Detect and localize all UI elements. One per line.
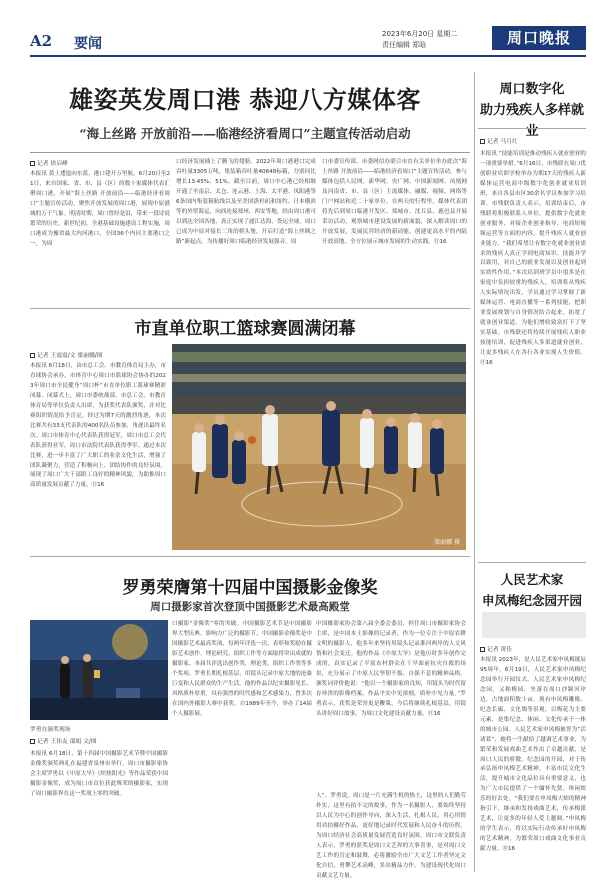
divider [30, 556, 470, 557]
lead-byline-text: 记者 徐启峰 [37, 161, 68, 167]
page-header [30, 26, 586, 52]
memorial-byline-text: 记者 黄佳 [487, 647, 513, 653]
photography-article-col-3: 人”。罗勇说，周口是一片充满生机的热土，这里的人们勤劳朴实，这里有拍不完的故事。作为一名摄影人，要始终坚持以人民为中心的创作导向，深入生活，扎根人民，用心用情用功拍摄好作品，更好地记录时代发展和人民奋斗的历程，为周口经济社会高质量发展营造良好氛围。周口市文联负责人表示，罗勇的获奖是周口文艺界的大事喜事，是对周口文艺工作的肯定和鼓舞，必将激励全市广大文艺工作者坚定文化自信，勇攀艺术高峰，多出精品力作，为建设现代化周口贡献文艺力量。 [316, 793, 466, 879]
award-ceremony-photo [30, 620, 168, 720]
side-article-body: 本报讯 “技能培训是推动残疾人就业创业的一项重要举措。”6月16日，市残联在周口优创职业培训学校举办为期17天的残疾人新媒体运营电商中级数字化创业就业培训班，来自各县市区30余名学员参加学习培训。市残联负责人表示，培训结束后，市残联将积极联系人单位，提供数字化就业创业服务，对接企业创业指导、电商短视频运营等方面的内容，提升残疾人就业创业能力。“我们希望让有数字化就业创业需求的残疾人真正学到电商知识、技能并学以致用，对自己的就业发展以及创业起到实质性作用。”本次培训班学员中很多是在家庭中负担较重的残疾人，培训将从残疾人实际情况出发，学员通过学习掌握了新媒体运营、电商直播等一系列技能，把职业发展规划与自身情况结合起来，拓宽了就业创业渠道，为他们增收致富打下了坚实基础。市残联还将持续开展残疾人职业技能培训，促进残疾人多渠道就业创业，让更多残疾人在各行各业实现人生价值。⑪16 [480, 151, 586, 367]
basketball-game-illustration [172, 344, 466, 550]
basketball-article-body: 本报讯 6月18日，由市总工会、市教育体育局主办，市直球协会承办，市体育中心周口市篮球协会协办的2023年周口市全民健身“周口杯”市直单位职工篮球赛精彩闭幕。闭幕式上，周口市委统战部、市总工会、市教育体育局等单位负责人出席，为获奖代表队颁奖，并对比赛组织情况给予肯定。经过为期7天的激烈角逐，本次比赛共有33支代表队的400名队员参加，角逐出最终名次。周口市体育中心代表队获得冠军，周口市总工会代表队获得亚军，周口市法院代表队获得季军。通过本次比赛，进一步丰富了广大职工的业余文化生活，增强了团队凝聚力，营造了积极向上、团结协作的良好氛围，展现了周口广大干部职工良好的精神风貌，为助推周口高质量发展贡献了力量。⑪16 [30, 363, 166, 489]
page-number: A2 [30, 32, 53, 50]
divider [478, 128, 586, 129]
issue-date: 2023年6月20日 星期二 [382, 30, 458, 38]
memorial-article-body: 本报讯 2023年，是人民艺术家申凤梅诞辰95周年，6月19日，人民艺术家申凤梅纪念园举行开园仪式。人民艺术家申凤梅纪念园，又称梅园，坐落在周口沙颍河岸边，占地面积数十亩，现有申凤梅雕像、纪念长廊、文化墙等景观，以梅花为主要元素，是集纪念、休闲、文化传承于一体的城市公园。人民艺术家申凤梅被誉为“活诸葛”，她将一生献给了越调艺术事业，为繁荣和发展戏曲艺术作出了卓越贡献，是周口人民的骄傲。纪念园的开园，对于传承弘扬申凤梅艺术精神，丰富市民文化生活，提升城市文化品位具有重要意义，也为广大市民提供了一个缅怀先贤、休闲娱乐的好去处。“我们要在申凤梅大师的精神指引下，继承和发扬戏曲艺术，传承梅派艺术，让更多的年轻人爱上越调。”申凤梅的学生表示，将以实际行动传承好申凤梅的艺术精神，为繁荣周口戏曲文化事业贡献力量。⑪16 [480, 657, 586, 853]
basketball-photo-caption: 梁丽娜 摄 [434, 539, 460, 546]
divider [30, 308, 470, 309]
side-headline-line-1: 周口数字化 [499, 82, 565, 97]
photography-byline [30, 736, 97, 745]
photography-article-col-2: 中国摄影家协会第八届全委会委员，担任周口市摄影家协会主席，是中国本土影像的记录者。作为一位专注于中原农耕文明的摄影人，他多年来坚持用镜头记录淮河两岸的人文风情和社会变迁。他的作品《中原大旱》是他历时多年创作完成的，真实记录了平原农村群众在干旱面前抗灾自救的场景，充分展示了中原人民坚韧不拔、自强不息的精神品格。颁奖词评价他说：“他以一个摄影家的良知，用镜头为时代留存珍贵的影像档案，作品平实中见深刻，质朴中见力量。”罗勇表示，获奖是荣誉更是鞭策，今后将继续扎根基层，用镜头讲好周口故事，为周口文化建设贡献力量。⑪16 [316, 621, 466, 717]
side-headline-line-2: 助力残疾人多样就业 [479, 102, 584, 139]
award-photo-caption: 罗勇在颁奖现场 [30, 727, 71, 733]
lead-article-col-2: 口经济发展插上了腾飞的翅膀。2022年周口港港口完成吞吐量3305万吨，集装箱吞吐量40648标箱，分别同比增长13.45%、51%。截至目前，周口中心港已经相继开通了至南京、太仓、连云港、上海、太平港、凤阳港等6条国内集装箱航线以及至美国洛杉矶和纽约、日本横滨等的外贸海运，向西连接郑州、西安等地，经由周口港可以到达全国各地，真正实现了通江达海，货运全球，周口已成为中原对接长三角的桥头堡，开启打造“海上丝绸之路”新起点。为传播好周口临港经济发展强音，周 [176, 159, 316, 245]
byline-marker-icon [480, 139, 485, 144]
memorial-headline [478, 570, 586, 611]
memorial-headline-line-1: 人民艺术家 [500, 572, 564, 587]
lead-subheadline: “海上丝路 开放前沿——临港经济看周口”主题宣传活动启动 [79, 126, 411, 141]
column-divider [474, 72, 475, 872]
divider [478, 562, 586, 563]
lead-headline: 雄姿英发周口港 恭迎八方媒体客 [69, 85, 421, 114]
byline-marker-icon [30, 739, 35, 744]
byline-marker-icon [480, 647, 485, 652]
basketball-photo [172, 344, 466, 550]
section-name: 要闻 [74, 36, 102, 52]
photography-article-lead: 本报讯 6月18日，第十四届中国摄影艺术节暨中国摄影金像奖颁奖典礼在福建省泉州市举行。周口市摄影家协会主席罗勇以《中原大旱》《炽热阳光》等作品荣获中国摄影金像奖，成为周口市首位获此殊荣的摄影家，实现了周口摄影界在这一奖项上零的突破。 [30, 751, 168, 797]
byline-marker-icon [30, 353, 35, 358]
basketball-byline [30, 350, 103, 359]
masthead-logo: 周口晚报 [492, 26, 586, 50]
photography-article-col-1: 口摄影“金像奖”零的突破。中国摄影艺术节是中国摄影界大型庆典，影响力广泛的摄影节。中国摄影金像奖是中国摄影艺术最高奖项，每两年评选一次，表彰和奖励在摄影艺术创作、理论研究、组织工作等方面取得突出成就的摄影家。本届共评选出创作类、理论类、组织工作类等多个奖项。罗勇长期扎根基层，用镜头记录中原大地的沧桑巨变和人民群众的生产生活。他的作品以纪实摄影见长，风格质朴厚重，具有强烈的时代感和艺术感染力，曾多次在国内外摄影大赛中获奖。自1989年至今，举办了14届个人摄影展。 [172, 621, 312, 717]
header-rule [30, 55, 586, 57]
memorial-photo-strip [482, 612, 586, 638]
lead-article-col-3: 口市委宣传部、市委网信办联合市直有关单位举办此次“海上丝路 开放前沿——临港经济看周口”主题宣传活动，参与媒体包括人民网、新华网、央广网、中国新闻网、凤凰网及河南省、市、县（区）主流媒体、融媒、视频、网络等门户网站和近二十家单位。在两天的行程里，媒体代表团将先后到周口临港开发区、郑城市、沈丘县、鹿邑县开展采访活动，观察城市建设发展的新面貌，深入解读周口的开放发展，发展民营经济的新动能，创建更高水平的内陆开放高地，全方位展示城市发展的生动实践。⑪16 [322, 159, 467, 245]
photography-subheadline: 周口摄影家首次登顶中国摄影艺术最高殿堂 [150, 601, 350, 613]
photography-headline: 罗勇荣膺第十四届中国摄影金像奖 [122, 578, 378, 598]
side-headline [478, 80, 586, 142]
side-byline [480, 136, 518, 145]
editor-credit: 责任编辑 郑晗 [382, 41, 427, 49]
divider [30, 152, 470, 153]
basketball-byline-text: 记者 王震震/文 梁丽娜/图 [37, 353, 103, 359]
basketball-headline: 市直单位职工篮球赛圆满闭幕 [134, 319, 356, 339]
lead-byline [30, 158, 68, 167]
memorial-byline [480, 644, 512, 653]
lead-article-col-1: 本报讯 黄土逶迤向东蓝，港口建开万里航。6月20日至21日，来自国家、省、市、县（区）的数十家媒体代表汇聚周口港，开展“海上丝路 开放前沿——临港经济看周口”主题宣传活动，聚焦开放发展的周口港，展现中原港城的万千气象。明清时期，周口曾经是沿，带来一段诗说繁荣的历史。新世纪初，全港基础设施建设工程实施，周口港成为豫省最大内河港口，全国36个内河主要港口之一，为周 [30, 171, 170, 247]
award-stage-illustration [30, 620, 168, 720]
side-byline-text: 记者 马月红 [487, 139, 518, 145]
byline-marker-icon [30, 161, 35, 166]
photography-byline-text: 记者 王伟友 邵娟 文/图 [37, 739, 97, 745]
memorial-headline-line-2: 申凤梅纪念园开园 [481, 592, 582, 608]
